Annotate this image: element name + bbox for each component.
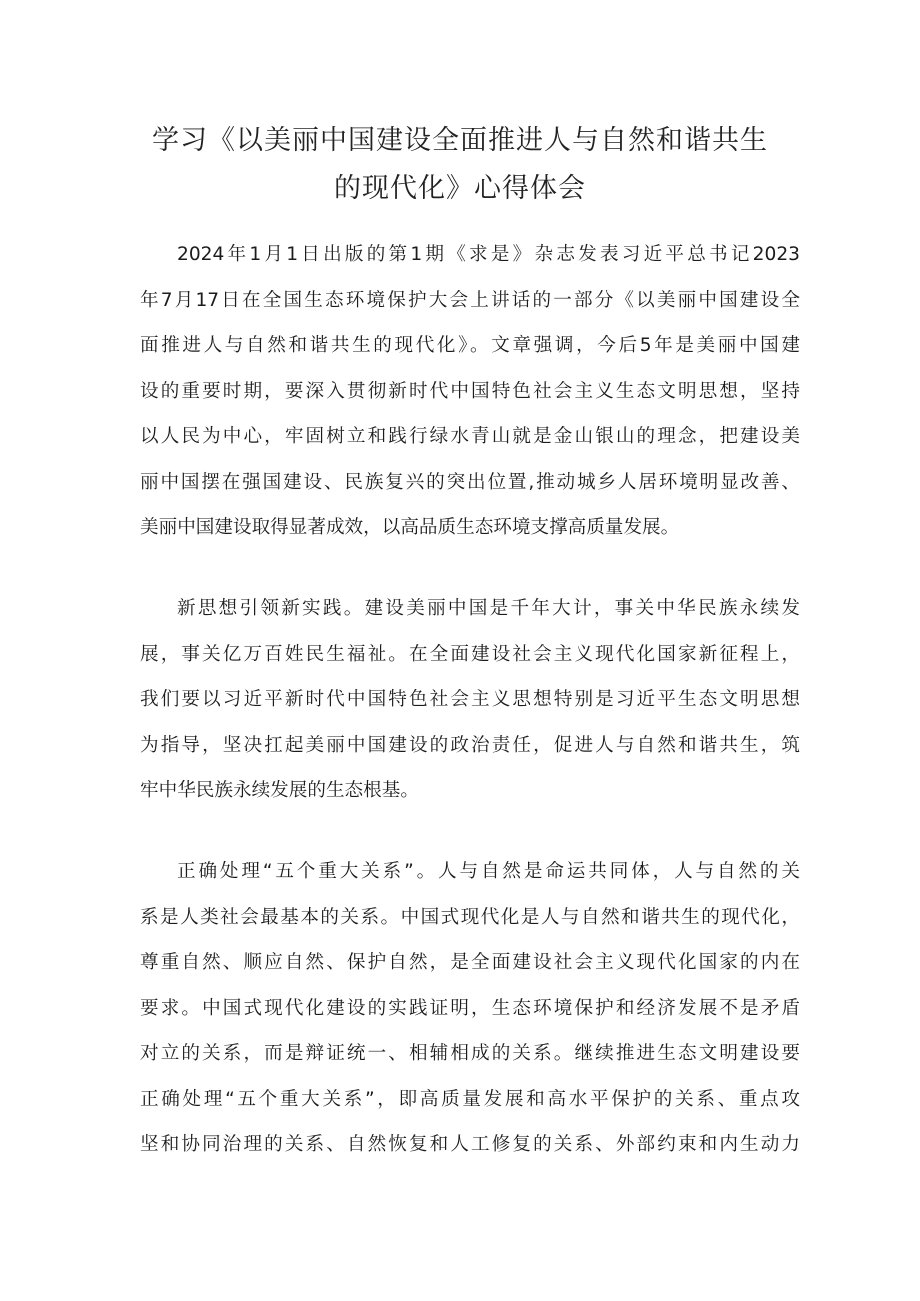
document-title-line-1: 学习《以美丽中国建设全面推进人与自然和谐共生 <box>152 125 768 156</box>
paragraph-line: 对立的关系，而是辩证统一、相辅相成的关系。继续推进生态文明建设要 <box>140 1043 800 1064</box>
paragraph-line: 我们要以习近平新时代中国特色社会主义思想特别是习近平生态文明思想 <box>140 689 800 710</box>
paragraph-line: 系是人类社会最基本的关系。中国式现代化是人与自然和谐共生的现代化， <box>140 906 800 928</box>
paragraph-line: 以人民为中心，牢固树立和践行绿水青山就是金山银山的理念，把建设美 <box>140 426 800 447</box>
paragraph-new-thought <box>140 586 800 814</box>
paragraph-line: 为指导，坚决扛起美丽中国建设的政治责任，促进人与自然和谐共生，筑 <box>140 734 800 756</box>
paragraph-line: 美丽中国建设取得显著成效，以高品质生态环境支撑高质量发展。 <box>140 517 680 538</box>
paragraph-intro <box>140 232 800 551</box>
paragraph-five-relations <box>140 849 800 1168</box>
paragraph-line: 2024年1月1日出版的第1期《求是》杂志发表习近平总书记2023 <box>177 244 800 265</box>
paragraph-line: 坚和协同治理的关系、自然恢复和人工修复的关系、外部约束和内生动力 <box>140 1134 800 1155</box>
paragraph-line: 新思想引领新实践。建设美丽中国是千年大计，事关中华民族永续发 <box>177 598 800 619</box>
paragraph-line: 尊重自然、顺应自然、保护自然，是全面建设社会主义现代化国家的内在 <box>140 952 800 973</box>
paragraph-line: 正确处理“五个重大关系”。人与自然是命运共同体，人与自然的关 <box>177 861 800 882</box>
paragraph-line: 丽中国摆在强国建设、民族复兴的突出位置,推动城乡人居环境明显改善、 <box>140 471 800 493</box>
paragraph-line: 设的重要时期，要深入贯彻新时代中国特色社会主义生态文明思想，坚持 <box>140 380 800 402</box>
paragraph-line: 要求。中国式现代化建设的实践证明，生态环境保护和经济发展不是矛盾 <box>140 997 800 1019</box>
paragraph-line: 正确处理“五个重大关系”，即高质量发展和高水平保护的关系、重点攻 <box>140 1088 800 1110</box>
document-title-line-2: 的现代化》心得体会 <box>334 173 586 204</box>
paragraph-line: 牢中华民族永续发展的生态根基。 <box>140 780 419 801</box>
paragraph-line: 展，事关亿万百姓民生福祉。在全面建设社会主义现代化国家新征程上， <box>140 643 800 665</box>
paragraph-line: 年7月17日在全国生态环境保护大会上讲话的一部分《以美丽中国建设全 <box>140 289 800 311</box>
paragraph-line: 面推进人与自然和谐共生的现代化》。文章强调，今后5年是美丽中国建 <box>140 335 800 356</box>
